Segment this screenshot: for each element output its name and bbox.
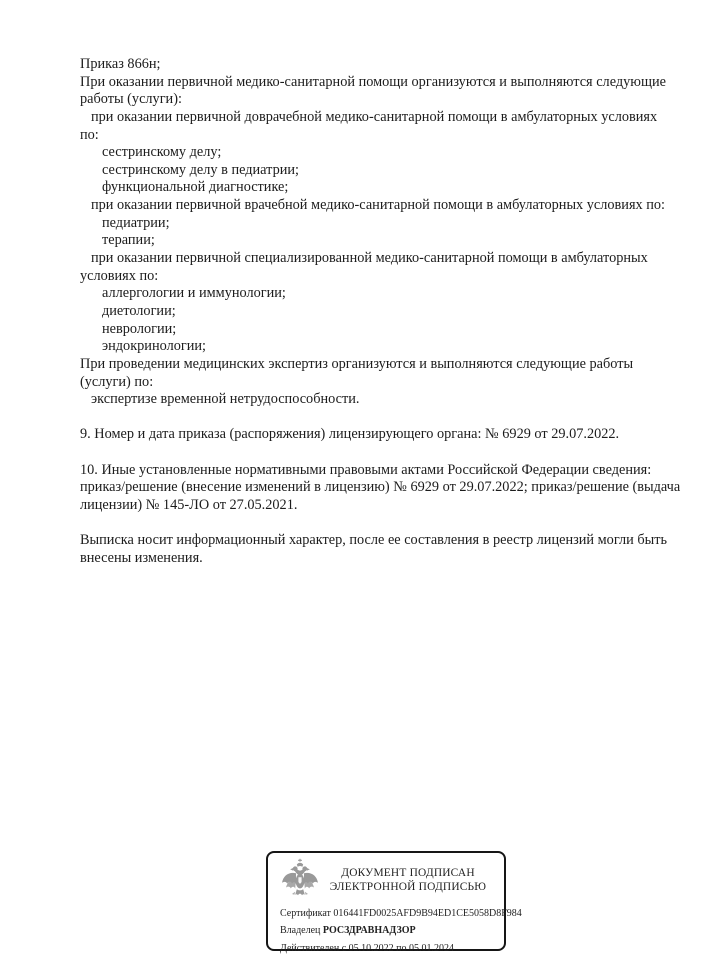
text-line: функциональной диагностике; <box>102 179 289 196</box>
text-line: приказ/решение (внесение изменений в лицензию) № 6929 от 29.07.2022; приказ/решение (выдача <box>80 479 681 496</box>
certificate-value: 016441FD0025AFD9B94ED1CE5058D8F984 <box>333 908 522 919</box>
text-line: при оказании первичной доврачебной медико-санитарной помощи в амбулаторных условиях <box>91 108 658 125</box>
document-body <box>80 56 690 568</box>
text-line: При проведении медицинских экспертиз организуются и выполняются следующие работы <box>80 355 634 372</box>
stamp-header <box>268 853 504 904</box>
text-line: Приказ 866н; <box>80 56 161 72</box>
text-line: 10. Иные установленные нормативными правовыми актами Российской Федерации сведения: <box>80 461 652 478</box>
stamp-details <box>268 904 522 957</box>
electronic-signature-stamp <box>266 851 522 954</box>
text-line: работы (услуги): <box>80 91 182 108</box>
text-line: сестринскому делу в педиатрии; <box>102 161 300 178</box>
text-line: условиях по: <box>80 267 159 284</box>
text-line: эндокринологии; <box>102 338 206 355</box>
certificate-line <box>280 905 522 922</box>
text-line: терапии; <box>102 232 155 249</box>
text-line: лицензии) № 145-ЛО от 27.05.2021. <box>80 497 298 514</box>
text-line: при оказании первичной врачебной медико-санитарной помощи в амбулаторных условиях по: <box>91 197 666 214</box>
owner-label: Владелец <box>280 925 323 937</box>
text-line: 9. Номер и дата приказа (распоряжения) лицензирующего органа: № 6929 от 29.07.2022. <box>80 426 620 443</box>
certificate-label: Сертификат <box>280 908 334 919</box>
text-line: диетологии; <box>102 302 176 319</box>
text-line: при оказании первичной специализированной медико-санитарной помощи в амбулаторных <box>91 250 648 267</box>
text-line: неврологии; <box>102 320 177 337</box>
text-line <box>80 444 690 462</box>
text-line: аллергологии и иммунологии; <box>102 285 286 302</box>
stamp-title-line2: ЭЛЕКТРОННОЙ ПОДПИСЬЮ <box>329 880 487 893</box>
validity-line: Действителен с 05.10.2022 по 05.01.2024 <box>280 942 454 954</box>
text-line: педиатрии; <box>102 214 170 231</box>
text-line: экспертизе временной нетрудоспособности. <box>91 391 360 408</box>
text-line <box>80 409 690 427</box>
text-line: При оказании первичной медико-санитарной помощи организуются и выполняются следующие <box>80 73 666 90</box>
text-line <box>80 515 690 533</box>
text-line: по: <box>80 126 99 143</box>
text-line: Выписка носит информационный характер, после ее составления в реестр лицензий могли быть <box>80 532 667 549</box>
text-line: (услуги) по: <box>80 373 154 390</box>
double-headed-eagle-icon <box>280 858 320 902</box>
stamp-title-line1: ДОКУМЕНТ ПОДПИСАН <box>341 867 475 879</box>
stamp-title <box>320 858 496 895</box>
text-line: сестринскому делу; <box>102 144 222 161</box>
text-line: внесены изменения. <box>80 549 203 566</box>
owner-value: РОСЗДРАВНАДЗОР <box>322 925 416 937</box>
owner-line <box>280 922 496 939</box>
